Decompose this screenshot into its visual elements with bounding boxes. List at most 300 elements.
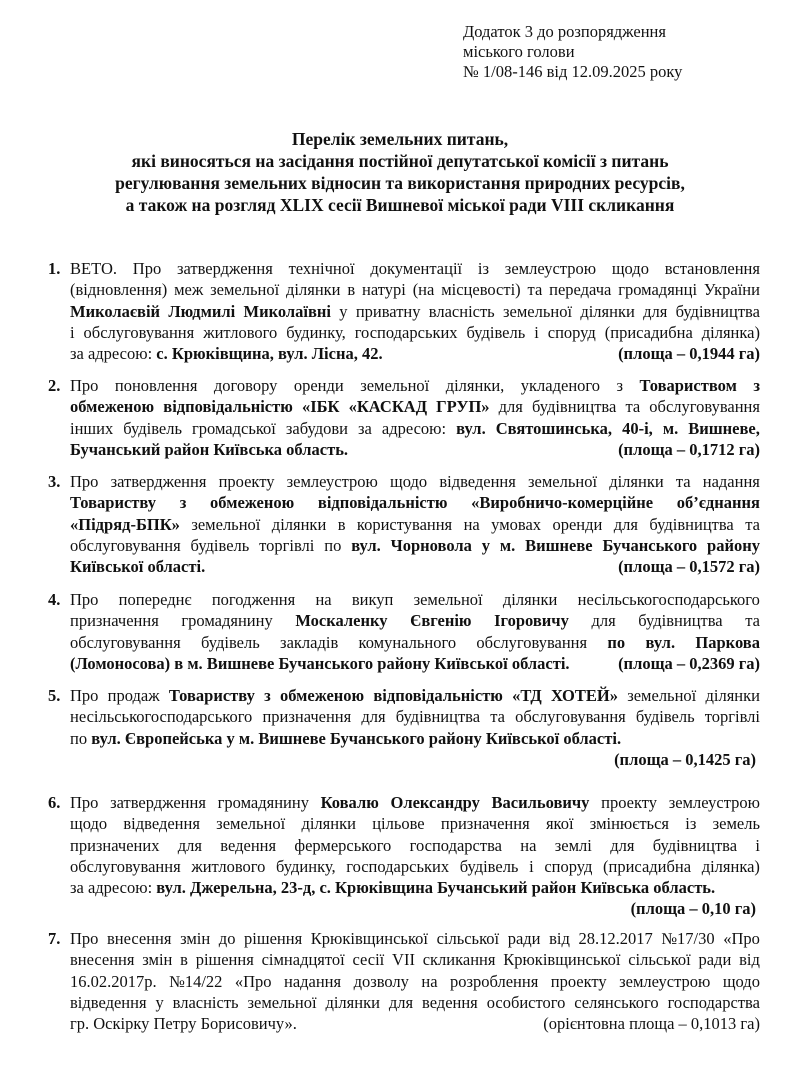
text: сільської: [628, 950, 691, 970]
text: 16.02.2017р.: [70, 971, 157, 991]
bold-text: ХОТЕЙ»: [550, 686, 618, 705]
text-line: [70, 653, 760, 674]
text: господарських: [354, 322, 458, 342]
text: «Про: [234, 971, 272, 991]
text-line: [70, 792, 760, 813]
text: господарства: [667, 992, 760, 1012]
text: змін: [180, 929, 211, 948]
spacer: [348, 439, 618, 460]
text: проекту: [218, 472, 275, 491]
text: обслуговування: [476, 632, 588, 652]
item-number: 4.: [48, 590, 61, 609]
text: земельної: [528, 472, 598, 491]
text: та: [490, 707, 505, 727]
text-line: [70, 418, 760, 439]
text: Про: [70, 472, 99, 491]
text-line: [70, 685, 760, 706]
bold-text: Миколаївні: [243, 301, 332, 321]
text: сімнадцятої: [261, 950, 345, 970]
bold-text: «Підряд-БПК»: [70, 514, 180, 534]
bold-text: з: [179, 493, 187, 513]
text: для: [610, 835, 635, 855]
text: і: [70, 322, 75, 342]
bold-text: «КАСКАД: [348, 397, 428, 417]
text: меж: [174, 280, 204, 300]
item-number: 2.: [48, 376, 61, 395]
text: житлового: [191, 856, 266, 876]
item-number: 6.: [48, 793, 61, 812]
text-line: [70, 749, 760, 770]
text: сільської: [436, 929, 500, 948]
text: Про: [132, 259, 162, 278]
bold-text: об’єднання: [676, 493, 760, 513]
text: земельної: [503, 301, 573, 321]
text: призначення: [440, 814, 530, 834]
text: ділянки: [271, 514, 327, 534]
bold-text: обмеженою: [70, 397, 155, 417]
text: селянського: [574, 992, 659, 1012]
bold-text: у: [481, 535, 490, 555]
text: будинку,: [276, 856, 336, 876]
text: ділянки,: [445, 376, 505, 395]
text: обслуговування: [70, 535, 181, 555]
text: ділянки: [301, 814, 356, 834]
text: та: [675, 472, 691, 491]
text: земельної: [216, 814, 286, 834]
text: земельної: [247, 992, 317, 1012]
spacer: [205, 556, 618, 577]
text: будівництва: [649, 514, 734, 534]
bold-text: вул. Європейська у м. Вишневе Бучанського району Київської області.: [91, 728, 622, 748]
bold-text: Товариством: [639, 376, 737, 395]
bold-text: Москаленку: [295, 611, 388, 631]
text: «Про: [723, 929, 760, 948]
text: ділянки: [580, 301, 635, 321]
text: обслуговування: [649, 397, 760, 417]
text: умовах: [491, 514, 542, 534]
text: фермерського: [294, 835, 392, 855]
text: затвердження: [176, 259, 273, 278]
area-label: (площа – 0,1425 га): [614, 749, 756, 769]
text: Про: [70, 793, 99, 812]
annex-line: Додаток 3 до розпорядження: [463, 22, 666, 41]
text-line: [70, 728, 760, 749]
text: гр. Оскірку Петру Борисовичу».: [70, 1014, 297, 1034]
text: інших: [70, 418, 114, 438]
text: Крюківщинської: [310, 929, 428, 948]
text: ведення: [220, 835, 277, 855]
text: погодження: [211, 590, 296, 609]
text: і: [534, 322, 539, 342]
bold-text: обмеженою: [210, 493, 295, 513]
item-text: [70, 471, 760, 577]
text-line: [70, 928, 760, 949]
text: (присадибна: [604, 322, 693, 342]
bold-text: з: [753, 376, 760, 395]
item-number: 3.: [48, 472, 61, 491]
text: житлового: [203, 322, 278, 342]
text: обслуговування: [70, 632, 181, 652]
text: Про: [70, 590, 99, 609]
text: щодо: [70, 814, 108, 834]
text: господарських: [346, 856, 450, 876]
text: та: [745, 611, 760, 631]
item-text: [70, 258, 760, 364]
text: будівель: [459, 856, 519, 876]
text: розроблення: [449, 971, 539, 991]
bold-text: Євгенію: [410, 611, 472, 631]
text: від: [549, 929, 570, 948]
text: несільськогосподарського: [70, 707, 253, 727]
text-line: [70, 556, 760, 577]
text: громадської: [192, 418, 276, 438]
text: та: [625, 397, 641, 417]
text-line: [70, 279, 760, 300]
text: обслуговування: [70, 856, 181, 876]
text: місцевості): [441, 280, 521, 300]
text: призначених: [70, 835, 160, 855]
item-number: 1.: [48, 259, 61, 278]
text: оренди: [552, 514, 603, 534]
text: надання: [702, 472, 760, 491]
text: ведення: [422, 992, 478, 1012]
title-line: Перелік земельних питань,: [291, 129, 509, 149]
text: відведення: [70, 992, 147, 1012]
text: оренди: [293, 376, 344, 395]
text: землеустрою: [619, 971, 711, 991]
bold-text: з: [264, 686, 271, 705]
text: земельної: [210, 280, 280, 300]
bold-text: Миколаєвій: [70, 301, 161, 321]
text-line: [70, 322, 760, 343]
item-number: 7.: [48, 929, 61, 948]
text: землі: [554, 835, 592, 855]
text: споруд: [547, 322, 596, 342]
text-line: [70, 856, 760, 877]
bold-text: по: [607, 632, 626, 652]
text: скликання: [422, 950, 496, 970]
text: від: [739, 950, 760, 970]
text: приватну: [355, 301, 421, 321]
text: внесення: [70, 950, 135, 970]
annex-line: міського голови: [463, 42, 575, 61]
bold-text: Ігоровичу: [494, 611, 569, 631]
text: в: [347, 280, 356, 300]
text: на: [463, 514, 480, 534]
text-line: [70, 396, 760, 417]
text-line: [70, 971, 760, 992]
bold-text: відповідальністю: [317, 493, 448, 513]
text: проекту: [601, 793, 658, 812]
text-line: [70, 706, 760, 727]
bold-text: м.: [499, 535, 516, 555]
text: (присадибна: [603, 856, 692, 876]
bold-text: обмеженою: [279, 686, 365, 705]
bold-text: відповідальністю: [373, 686, 503, 705]
text: для: [591, 611, 616, 631]
text: несільськогосподарського: [577, 590, 760, 609]
text: торгівлі: [704, 707, 760, 727]
bold-text: вул.: [645, 632, 676, 652]
text: землеустрою: [668, 793, 760, 812]
text: ділянки: [705, 686, 760, 705]
area-label: (площа – 0,1572 га): [618, 557, 760, 577]
text: із: [685, 814, 697, 834]
item-number: 5.: [48, 686, 61, 705]
text: і: [755, 835, 760, 855]
text: договору: [213, 376, 278, 395]
text: будівництва: [652, 835, 738, 855]
text: громадянину: [181, 611, 273, 631]
text: для: [643, 301, 668, 321]
text-line: [70, 835, 760, 856]
text: та: [745, 514, 760, 534]
annex-line: № 1/08-146 від 12.09.2025 року: [463, 62, 683, 81]
text-line: [70, 877, 760, 898]
text: рішення: [195, 950, 254, 970]
title-line: які виносяться на засідання постійної депутатської комісії з питань: [131, 151, 669, 171]
text: затвердження: [110, 793, 206, 812]
text-line: [70, 1013, 760, 1034]
text: будівництва: [531, 397, 617, 417]
text: будівель: [201, 632, 260, 652]
text: ради: [698, 950, 732, 970]
bold-text: Святошинська,: [495, 418, 613, 438]
text: в: [337, 514, 346, 534]
text: відведення: [123, 814, 200, 834]
text: землеустрою: [504, 259, 597, 278]
bold-text: вул.: [456, 418, 486, 438]
text: споруд: [544, 856, 593, 876]
text: власність: [172, 992, 239, 1012]
text: на: [315, 590, 332, 609]
text: і: [529, 856, 534, 876]
bold-text: Людмилі: [168, 301, 236, 321]
bold-text: Вишневе,: [688, 418, 760, 438]
text: 28.12.2017: [578, 929, 653, 948]
text: Про: [70, 686, 99, 705]
text: натурі: [362, 280, 406, 300]
text: громадянину: [217, 793, 309, 812]
bold-text: Бучанського: [602, 535, 698, 555]
text-line: [70, 992, 760, 1013]
text: ділянки: [502, 590, 558, 609]
text: цільове: [372, 814, 425, 834]
text: власність: [428, 301, 495, 321]
bold-text: Паркова: [695, 632, 760, 652]
text: щодо: [390, 472, 428, 491]
item-text: [70, 685, 760, 770]
bold-text: 40-і,: [622, 418, 653, 438]
text: ділянки: [609, 472, 664, 491]
bold-text: с. Крюківщина, вул. Лісна, 42.: [156, 344, 383, 364]
text-line: [70, 813, 760, 834]
text: будівель: [466, 322, 526, 342]
bold-text: ГРУП»: [436, 397, 490, 417]
text: Про: [70, 376, 99, 395]
text: та: [527, 280, 543, 300]
bold-text: району: [707, 535, 760, 555]
text: для: [361, 707, 386, 727]
text-line: [70, 375, 760, 396]
item-text: [70, 928, 760, 1034]
text-line: [70, 535, 760, 556]
text-line: [70, 492, 760, 513]
text-line: [70, 589, 760, 610]
text: земельної: [191, 514, 261, 534]
text: змінюється: [589, 814, 669, 834]
text: землеустрою: [286, 472, 378, 491]
bold-text: Товариству: [70, 493, 156, 513]
bold-text: Бучанський район Київська область.: [70, 439, 349, 459]
text: призначення: [70, 611, 159, 631]
text-line: [70, 898, 760, 919]
text: викуп: [351, 590, 394, 609]
text: відведення: [439, 472, 516, 491]
bold-text: вул. Джерельна, 23-д, с. Крюківщина Бучанський район Київська область.: [156, 878, 716, 898]
text: будівництва: [395, 707, 481, 727]
text: для: [177, 835, 202, 855]
text: у: [155, 992, 164, 1012]
text: за: [358, 418, 372, 438]
item-text: [70, 589, 760, 674]
document-title: [40, 128, 760, 216]
text: передача: [549, 280, 612, 300]
text: ділянка): [701, 856, 760, 876]
text-line: [70, 343, 760, 364]
text: в: [180, 950, 188, 970]
text: будівель: [123, 418, 182, 438]
text: по: [70, 728, 92, 748]
text: Крюківщинської: [503, 950, 621, 970]
bold-text: Київської області.: [70, 557, 206, 577]
text: змін: [142, 950, 173, 970]
text: щодо: [722, 971, 760, 991]
text: ділянки: [325, 992, 380, 1012]
text: для: [498, 397, 523, 417]
text: для: [613, 514, 638, 534]
text: земель: [712, 814, 760, 834]
text-line: [70, 949, 760, 970]
bold-text: відповідальністю: [163, 397, 293, 417]
text: №14/22: [169, 971, 223, 991]
text: затвердження: [110, 472, 207, 491]
area-label: (площа – 0,10 га): [630, 899, 756, 919]
bold-text: Олександру: [390, 793, 480, 812]
text: забудови: [285, 418, 348, 438]
area-label: (площа – 0,1944 га): [618, 344, 760, 364]
bold-text: «ІБК: [301, 397, 340, 417]
text: поновлення: [114, 376, 198, 395]
text: технічної: [288, 259, 355, 278]
text: ради: [507, 929, 541, 948]
text: ділянка): [701, 322, 760, 342]
text: (на: [412, 280, 435, 300]
text: України: [703, 280, 760, 300]
spacer: [570, 653, 619, 674]
title-line: а також на розгляд XLIX сесії Вишневої міської ради VIII скликання: [125, 195, 675, 215]
text: господарства: [409, 835, 502, 855]
text: №17/30: [661, 929, 715, 948]
spacer: [383, 343, 618, 364]
text: торгівлі: [259, 535, 315, 555]
area-label: (площа – 0,1712 га): [618, 439, 760, 459]
text: будівництва: [675, 301, 760, 321]
text: у: [339, 301, 348, 321]
bold-text: м.: [662, 418, 679, 438]
text-line: [70, 439, 760, 460]
text: до: [218, 929, 236, 948]
bold-text: вул.: [351, 535, 381, 555]
text-line: [70, 514, 760, 535]
text: обслуговування: [83, 322, 195, 342]
spacer: [297, 1013, 543, 1034]
text: (відновлення): [70, 280, 168, 300]
text-line: [70, 301, 760, 322]
item-text: [70, 792, 760, 920]
text: користування: [356, 514, 453, 534]
area-label: (орієнтовна площа – 0,1013 га): [543, 1014, 760, 1034]
text: ВЕТО.: [70, 259, 117, 278]
text: земельної: [360, 376, 430, 395]
bold-text: (Ломоносова) в м. Вишневе Бучанського району Київської області.: [70, 653, 570, 673]
text: закладів: [280, 632, 339, 652]
text: громадянці: [618, 280, 698, 300]
text: будинку,: [286, 322, 346, 342]
text: на: [421, 971, 438, 991]
item-text: [70, 375, 760, 460]
text: якої: [545, 814, 574, 834]
text: щодо: [611, 259, 649, 278]
text: продаж: [107, 686, 160, 705]
title-line: регулювання земельних відносин та використання природних ресурсів,: [115, 173, 685, 193]
bold-text: «Виробничо-комерційне: [471, 493, 654, 513]
text-line: [70, 258, 760, 279]
text: комунального: [358, 632, 457, 652]
text: рішення: [244, 929, 303, 948]
bold-text: Чорновола: [390, 535, 472, 555]
text: ділянки: [286, 280, 341, 300]
area-label: (площа – 0,2369 га): [618, 653, 760, 673]
text: встановлення: [664, 259, 760, 278]
text: із: [477, 259, 490, 278]
text: документації: [370, 259, 463, 278]
text: земельної: [627, 686, 697, 705]
text: для: [388, 992, 414, 1012]
text: призначення: [262, 707, 352, 727]
text: проекту: [550, 971, 607, 991]
text-line: [70, 610, 760, 631]
text: укладеного: [520, 376, 601, 395]
annex-header: [463, 22, 682, 82]
bold-text: Васильовичу: [491, 793, 590, 812]
text: за адресою:: [70, 878, 157, 898]
text: будівництва: [638, 611, 723, 631]
text: VII: [392, 950, 415, 970]
text: будівель: [635, 707, 695, 727]
bold-text: Товариству: [168, 686, 255, 705]
bold-text: Вишневе: [525, 535, 593, 555]
text-line: [70, 471, 760, 492]
text-line: [70, 632, 760, 653]
text: попереднє: [118, 590, 192, 609]
text: адресою:: [381, 418, 447, 438]
text: на: [520, 835, 537, 855]
text: обслуговування: [515, 707, 626, 727]
text: внесення: [107, 929, 172, 948]
text: за адресою:: [70, 344, 157, 364]
bold-text: «ТД: [512, 686, 542, 705]
